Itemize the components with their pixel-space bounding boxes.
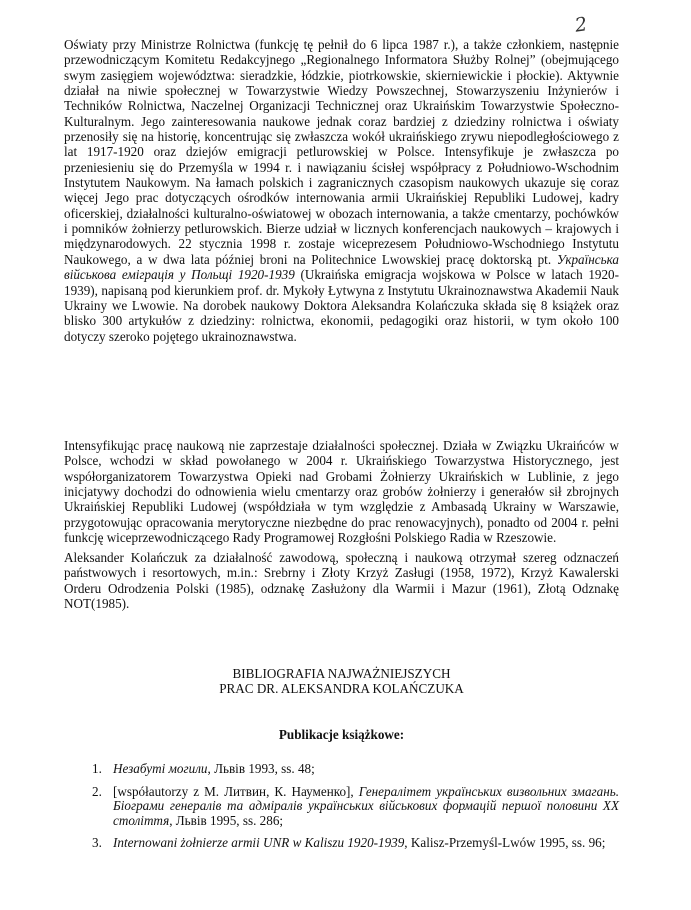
item-number: 2. bbox=[92, 783, 102, 799]
item-number: 1. bbox=[92, 761, 102, 776]
paragraph-1-text-a: Oświaty przy Ministrze Rolnictwa (funkcję tę pełnił do 6 lipca 1987 r.), a także członkiem, następnie przewodniczącym Komitetu Redakcyjnego „Regionalnego Informatora Służby Rolnej” (obejmującego swym zasięgiem województwa: sieradzkie, łódzkie, piotrkowskie, skierniewickie i płockie). Aktywnie działał na niwie społecznej w Towarzystwie Wiedzy Powszechnej, Stowarzyszeniu Inżynierów i Techników Rolnictwa, Naczelnej Organizacji Technicznej oraz Ukraińskim Towarzystwie Społeczno-Kulturalnym. Jego zainteresowania naukowe jednak coraz bardziej z dziedziny rolnictwa i oświaty przenosiły się na historię, koncentrując się zwłaszcza wokół ukraińskiego zrywu niepodległościowego z lat 1917-1920 oraz dziejów emigracji petlurowskiej w Polsce. Intensyfikuje je zwłaszcza po przeniesieniu się do Przemyśla w 1994 r. i nawiązaniu ścisłej współpracy z Południowo-Wschodnim Instytutem Naukowym. Na łamach polskich i zagranicznych czasopism naukowych ukazuje się coraz więcej Jego prac dotyczących ośrodków internowania armii Ukraińskiej Republiki Ludowej, kadry oficerskiej, działalności kulturalno-oświatowej w obozach internowania, a także cmentarzy, pochówków i pomników żołnierzy petlurowskich. Bierze udział w licznych konferencjach naukowych – krajowych i międzynarodowych. 22 stycznia 1998 r. zostaje wiceprezesem Południowo-Wschodniego Instytutu Naukowego, a w dwa lata później broni na Politechnice Lwowskiej pracę doktorską pt. bbox=[64, 37, 619, 267]
item-authors: [współautorzy z M. Литвин, К. Науменко], bbox=[113, 783, 359, 799]
item-title: Незабуті могили bbox=[113, 761, 208, 776]
list-item bbox=[64, 762, 619, 777]
item-details: , Львів 1995, ss. 286; bbox=[169, 812, 284, 828]
list-item bbox=[64, 785, 619, 829]
publication-list bbox=[64, 762, 619, 851]
list-item bbox=[64, 836, 619, 851]
item-title: Internowani żołnierze armii UNR w Kaliszu 1920-1939 bbox=[113, 835, 405, 851]
dissertation-title: Українська військова еміграція у Польщі 1920-1939 bbox=[64, 251, 619, 283]
bibliography-title bbox=[64, 667, 619, 696]
item-details: , Львів 1993, ss. 48; bbox=[207, 761, 315, 776]
biography-paragraph-2: Intensyfikując pracę naukową nie zaprzestaje działalności społecznej. Działa w Związku Ukraińców w Polsce, wchodzi w skład powołanego w 2004 r. Ukraińskiego Towarzystwa Historycznego, jest współorganizatorem Towarzystwa Opieki nad Grobami Żołnierzy Ukraińskich w Lublinie, z jego inicjatywy dochodzi do odnowienia wielu cmentarzy oraz grobów żołnierzy i generałów sił zbrojnych Ukraińskiej Republiki Ludowej (współdziała w tym względzie z Ambasadą Ukrainy w Warszawie, przygotowując opracowania merytoryczne niezbędne do prac renowacyjnych), ponadto od 2004 r. pełni funkcję wiceprzewodniczącego Rady Programowej Rozgłośni Polskiego Radia w Rzeszowie. bbox=[64, 438, 619, 546]
bibliography-title-line-2: PRAC DR. ALEKSANDRA KOLAŃCZUKA bbox=[219, 680, 464, 696]
section-heading: Publikacje książkowe: bbox=[278, 727, 405, 742]
item-title: Генералітет українських визвольних змагань. Біограми генералів та адміралів українських військових формацій першої половини XX століття bbox=[113, 783, 619, 828]
bibliography-title-line-1: BIBLIOGRAFIA NAJWAŻNIEJSZYCH bbox=[232, 666, 451, 681]
item-details: , Kalisz-Przemyśl-Lwów 1995, ss. 96; bbox=[404, 835, 606, 851]
item-number: 3. bbox=[92, 835, 102, 851]
paragraph-1-text-b: (Ukraińska emigracja wojskowa w Polsce w latach 1920-1939), napisaną pod kierunkiem prof. dr. Mykoły Łytwyna z Instytutu Ukrainoznawstwa Akademii Nauk Ukrainy we Lwowie. Na dorobek naukowy Doktora Aleksandra Kolańczuka składa się 8 książek oraz blisko 300 artykułów z dziedziny: rolnictwa, ekonomii, pedagogiki oraz historii, w tym około 100 dotyczy szeroko pojętego ukrainoznawstwa. bbox=[64, 267, 620, 344]
page-number: 2 bbox=[573, 13, 589, 37]
biography-paragraph-3: Aleksander Kolańczuk za działalność zawodową, społeczną i naukową otrzymał szereg odznaczeń państwowych i resortowych, m.in.: Srebrny i Złoty Krzyż Zasługi (1958, 1972), Krzyż Kawalerski Orderu Odrodzenia Polski (1985), odznakę Zasłużony dla Warmii i Mazur (1961), Złotą Odznakę NOT(1985). bbox=[64, 550, 619, 612]
biography-paragraph-1 bbox=[64, 37, 619, 344]
